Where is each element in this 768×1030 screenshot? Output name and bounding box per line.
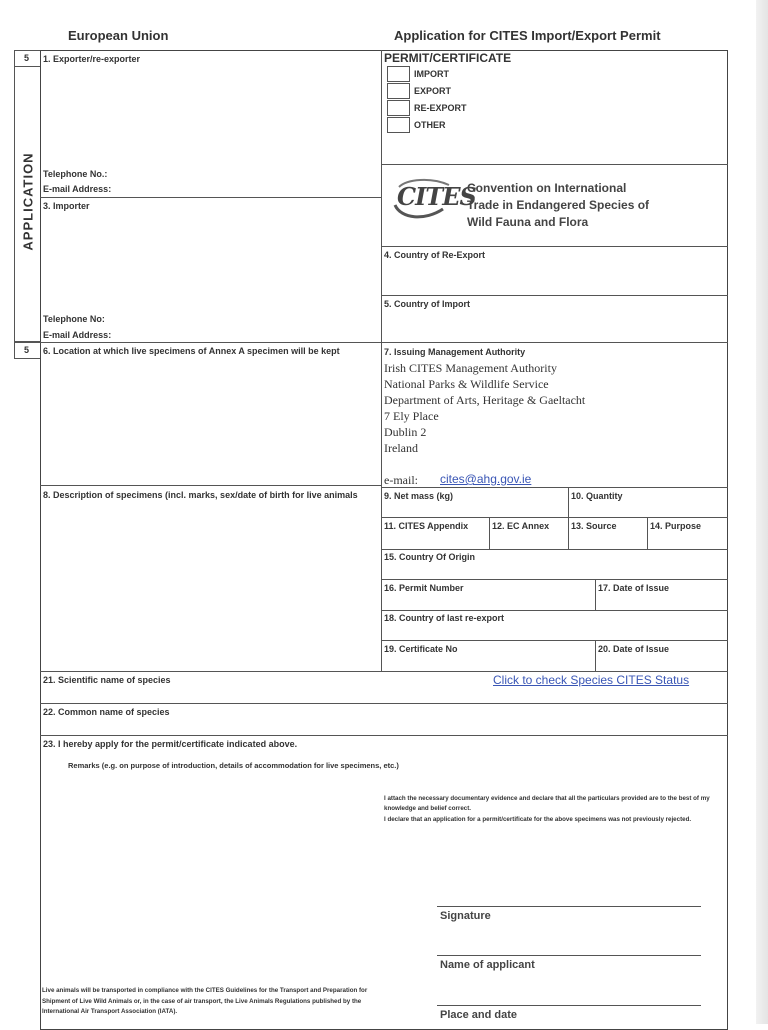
declaration-not-rejected: I declare that an application for a permit/certificate for the above specimens was not previously rejected. — [384, 816, 692, 823]
divider-row15 — [381, 579, 728, 580]
divider-v-20 — [595, 640, 596, 671]
side-application-strip — [14, 66, 41, 342]
exporter-telephone-label: Telephone No.: — [43, 169, 108, 179]
authority-email-link[interactable]: cites@ahg.gov.ie — [440, 472, 532, 486]
place-date-label: Place and date — [440, 1009, 518, 1021]
divider-row9 — [381, 517, 728, 518]
field6-label: 6. Location at which live specimens of Annex A specimen will be kept — [43, 346, 340, 356]
authority-line-4: 7 Ely Place — [384, 409, 439, 423]
field13-label: 13. Source — [571, 521, 617, 531]
divider-row11 — [381, 549, 728, 550]
page-edge — [756, 0, 768, 1024]
divider-field5 — [381, 342, 728, 343]
divider-exporter — [40, 197, 381, 198]
re-export-checkbox[interactable] — [387, 100, 410, 116]
cites-line-1: Convention on International — [467, 181, 627, 195]
import-checkbox[interactable] — [387, 66, 410, 82]
remarks-label: Remarks (e.g. on purpose of introduction, details of accommodation for live specimens, etc.) — [68, 761, 399, 770]
divider-row23 — [40, 735, 728, 736]
divider-v-17 — [595, 579, 596, 610]
other-option-label: OTHER — [414, 120, 446, 130]
authority-line-2: National Parks & Wildlife Service — [384, 377, 549, 391]
divider-v-14 — [647, 517, 648, 549]
field4-label: 4. Country of Re-Export — [384, 250, 486, 260]
field21-label: 21. Scientific name of species — [43, 675, 171, 685]
cites-line-2: Trade in Endangered Species of — [467, 198, 650, 212]
place-date-line[interactable] — [437, 1005, 701, 1006]
field16-label: 16. Permit Number — [384, 583, 464, 593]
field22-label: 22. Common name of species — [43, 707, 170, 717]
side-number-top: 5 — [24, 53, 30, 63]
divider-field4 — [381, 295, 728, 296]
export-checkbox[interactable] — [387, 83, 410, 99]
transport-footnote: Live animals will be transported in compliance with the CITES Guidelines for the Transport and Preparation for Shipment of Live Wild Animals or, in the case of air transport, the Live Animals Regulations published by the International Air Transport Association (IATA). — [42, 987, 368, 1015]
permit-title: PERMIT/CERTIFICATE — [384, 51, 512, 65]
field9-label: 9. Net mass (kg) — [384, 491, 454, 501]
side-number-bottom-box — [14, 342, 41, 359]
field11-label: 11. CITES Appendix — [384, 521, 469, 531]
field23-label: 23. I hereby apply for the permit/certificate indicated above. — [43, 739, 298, 749]
field5-label: 5. Country of Import — [384, 299, 470, 309]
cites-logo-text: CITES — [397, 182, 476, 211]
other-checkbox[interactable] — [387, 117, 410, 133]
export-option-label: EXPORT — [414, 86, 452, 96]
cites-line-3: Wild Fauna and Flora — [467, 215, 589, 229]
authority-label: 7. Issuing Management Authority — [384, 347, 526, 357]
exporter-label: 1. Exporter/re-exporter — [43, 54, 141, 64]
divider-v-12 — [489, 517, 490, 549]
field12-label: 12. EC Annex — [492, 521, 550, 531]
authority-line-5: Dublin 2 — [384, 425, 427, 439]
field19-label: 19. Certificate No — [384, 644, 458, 654]
divider-permit — [381, 164, 728, 165]
name-applicant-label: Name of applicant — [440, 959, 535, 971]
field15-label: 15. Country Of Origin — [384, 552, 476, 562]
signature-label: Signature — [440, 910, 491, 922]
divider-importer — [40, 342, 381, 343]
cites-description — [467, 180, 649, 231]
authority-email-label: e-mail: — [384, 473, 418, 487]
side-number-top-box — [14, 50, 41, 67]
divider-row21 — [40, 671, 728, 672]
signature-line[interactable] — [437, 906, 701, 907]
column-divider — [381, 50, 382, 671]
divider-v-10 — [568, 487, 569, 549]
authority-line-6: Ireland — [384, 441, 418, 455]
name-applicant-line[interactable] — [437, 955, 701, 956]
exporter-email-label: E-mail Address: — [43, 184, 112, 194]
header-right-title: Application for CITES Import/Export Permit — [394, 28, 661, 43]
field17-label: 17. Date of Issue — [598, 583, 670, 593]
divider-row18 — [381, 640, 728, 641]
field8-label: 8. Description of specimens (incl. marks, sex/date of birth for live animals — [43, 490, 358, 500]
divider-field7 — [381, 487, 728, 488]
field10-label: 10. Quantity — [571, 491, 623, 501]
divider-row22 — [40, 703, 728, 704]
importer-email-label: E-mail Address: — [43, 330, 112, 340]
cites-logo — [391, 175, 476, 223]
re-export-option-label: RE-EXPORT — [414, 103, 467, 113]
field20-label: 20. Date of Issue — [598, 644, 670, 654]
authority-line-1: Irish CITES Management Authority — [384, 361, 557, 375]
importer-telephone-label: Telephone No: — [43, 314, 105, 324]
divider-location — [40, 485, 381, 486]
declaration-evidence: I attach the necessary documentary evidence and declare that all the particulars provided are to the best of my knowledge and belief correct. — [384, 795, 710, 812]
divider-logo — [381, 246, 728, 247]
divider-row16 — [381, 610, 728, 611]
side-number-bottom: 5 — [24, 345, 30, 355]
import-option-label: IMPORT — [414, 69, 449, 79]
authority-line-3: Department of Arts, Heritage & Gaeltacht — [384, 393, 586, 407]
header-left-title: European Union — [68, 28, 169, 43]
check-species-status-link[interactable]: Click to check Species CITES Status — [493, 673, 690, 687]
side-vertical-label: APPLICATION — [20, 152, 36, 251]
field18-label: 18. Country of last re-export — [384, 613, 505, 623]
importer-label: 3. Importer — [43, 201, 90, 211]
field14-label: 14. Purpose — [650, 521, 702, 531]
